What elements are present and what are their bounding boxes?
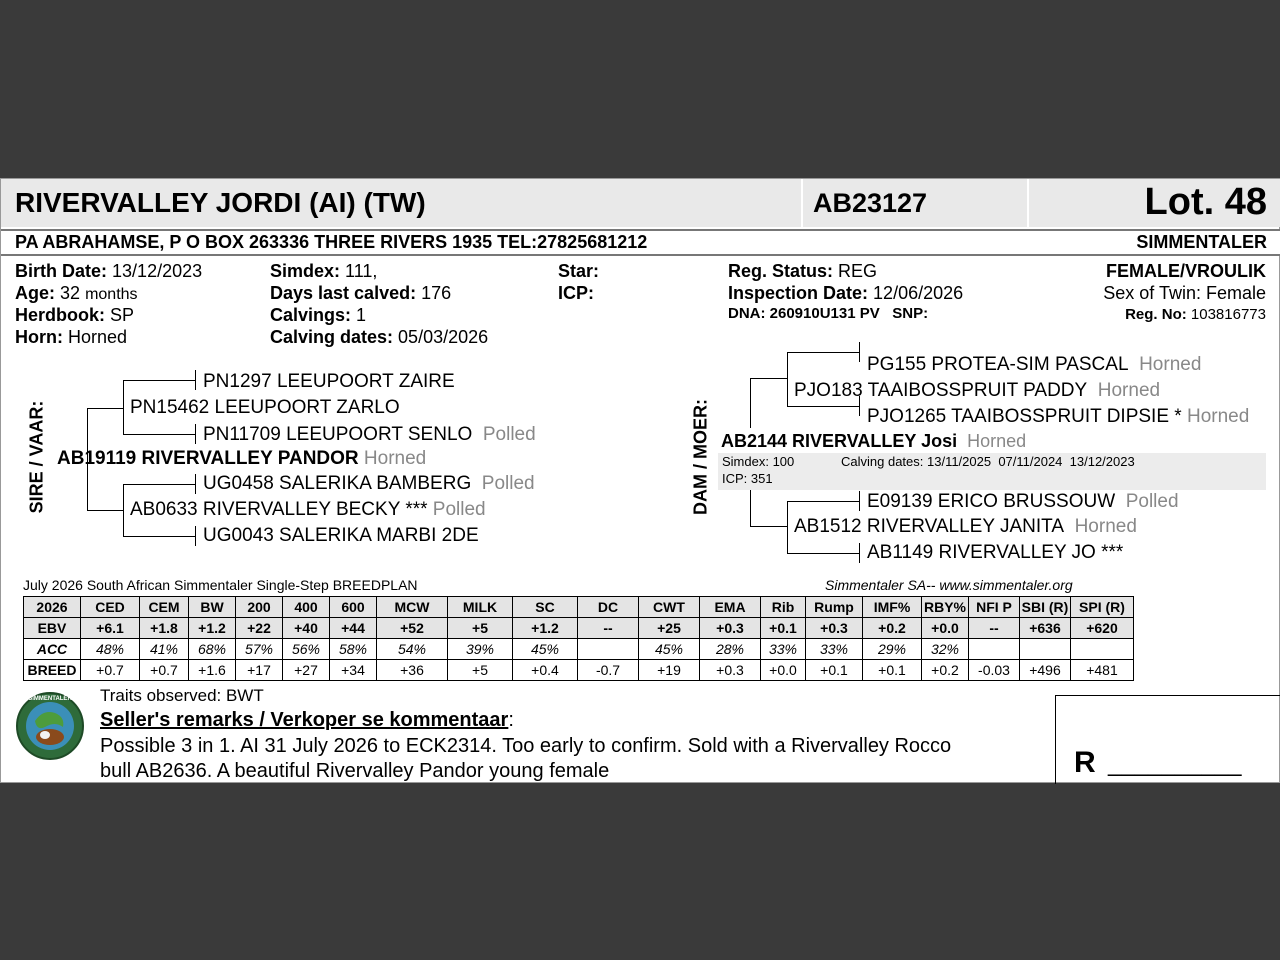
breedplan-cell: Rib [761, 597, 806, 618]
breedplan-acc-row [24, 639, 1134, 660]
breedplan-cell: -- [969, 618, 1020, 639]
horn-status: Horn: Horned [15, 327, 128, 347]
dam-sire-sire: PG155 PROTEA-SIM PASCAL Horned [867, 354, 1202, 375]
breedplan-ebv-row [24, 618, 1134, 639]
breedplan-table [23, 596, 1134, 681]
breedplan-cell: MILK [448, 597, 513, 618]
breedplan-cell [1020, 639, 1071, 660]
breedplan-cell: +5 [448, 618, 513, 639]
breedplan-cell: +620 [1071, 618, 1134, 639]
breedplan-cell: +0.1 [806, 660, 863, 681]
breedplan-cell: SBI (R) [1020, 597, 1071, 618]
breedplan-cell [969, 639, 1020, 660]
breedplan-cell: SPI (R) [1071, 597, 1134, 618]
breedplan-cell: CWT [639, 597, 700, 618]
breedplan-cell: 57% [236, 639, 283, 660]
dam-side-label: DAM / MOER: [690, 399, 711, 515]
breedplan-cell [1071, 639, 1134, 660]
breedplan-cell: -0.03 [969, 660, 1020, 681]
breedplan-cell: +0.4 [513, 660, 578, 681]
breedplan-cell: 48% [81, 639, 140, 660]
breedplan-cell [578, 639, 639, 660]
breedplan-cell: +0.3 [700, 618, 761, 639]
sire-dam-sire: UG0458 SALERIKA BAMBERG Polled [203, 473, 535, 494]
breedplan-cell: +1.2 [189, 618, 236, 639]
breedplan-cell: +1.6 [189, 660, 236, 681]
sex: FEMALE/VROULIK [1106, 261, 1266, 281]
remarks-heading: Seller's remarks / Verkoper se kommentaar: [100, 709, 514, 731]
breedplan-cell: +1.8 [140, 618, 189, 639]
breedplan-cell: -0.7 [578, 660, 639, 681]
breedplan-cell: Rump [806, 597, 863, 618]
birth-date: Birth Date: 13/12/2023 [15, 261, 203, 281]
breedplan-cell: +0.7 [81, 660, 140, 681]
dam-icp: ICP: 351 [722, 471, 773, 486]
title-bar [1, 179, 1280, 227]
dam-name: AB2144 RIVERVALLEY Josi Horned [721, 431, 1027, 451]
signature-label: R [1074, 746, 1096, 779]
breedplan-cell: +496 [1020, 660, 1071, 681]
breedplan-cell: +19 [639, 660, 700, 681]
reg-status: Reg. Status: REG [728, 261, 878, 281]
sire-sire-dam: PN11709 LEEUPOORT SENLO Polled [203, 424, 536, 445]
breedplan-cell: MCW [377, 597, 448, 618]
breedplan-cell: +481 [1071, 660, 1134, 681]
breedplan-cell: NFI P [969, 597, 1020, 618]
dna: DNA: 260910U131 PV SNP: [728, 305, 929, 322]
breedplan-cell: +22 [236, 618, 283, 639]
breedplan-cell: +6.1 [81, 618, 140, 639]
sire-sire-sire: PN1297 LEEUPOORT ZAIRE [203, 371, 455, 392]
remarks-line-1: Possible 3 in 1. AI 31 July 2026 to ECK2314. Too early to confirm. Sold with a Rivervalley Rocco [100, 735, 952, 757]
breedplan-cell: 200 [236, 597, 283, 618]
breedplan-cell: +0.1 [761, 618, 806, 639]
breedplan-cell: +0.2 [863, 618, 922, 639]
breedplan-cell: DC [578, 597, 639, 618]
breedplan-cell: 56% [283, 639, 330, 660]
breedplan-cell: +25 [639, 618, 700, 639]
breedplan-cell: 400 [283, 597, 330, 618]
svg-text:SIMMENTALER: SIMMENTALER [28, 696, 72, 702]
breedplan-cell: 29% [863, 639, 922, 660]
breedplan-cell: +40 [283, 618, 330, 639]
breedplan-cell: +17 [236, 660, 283, 681]
breedplan-cell: +0.3 [806, 618, 863, 639]
breedplan-cell: 2026 [24, 597, 81, 618]
dam-dam: AB1512 RIVERVALLEY JANITA Horned [794, 516, 1137, 537]
signature-box[interactable] [1055, 695, 1280, 784]
breedplan-cell: +52 [377, 618, 448, 639]
breedplan-cell: CED [81, 597, 140, 618]
dam-sire: PJO183 TAAIBOSSPRUIT PADDY Horned [794, 380, 1161, 401]
sire-side-label: SIRE / VAAR: [26, 400, 47, 514]
breedplan-cell: EBV [24, 618, 81, 639]
sex-of-twin: Sex of Twin: Female [1103, 283, 1266, 303]
breedplan-cell: RBY% [922, 597, 969, 618]
owner-bar [1, 229, 1280, 256]
breedplan-cell: +36 [377, 660, 448, 681]
breedplan-cell: 68% [189, 639, 236, 660]
breedplan-cell: EMA [700, 597, 761, 618]
calvings: Calvings: 1 [270, 305, 367, 325]
dam-dam-dam: AB1149 RIVERVALLEY JO *** [867, 542, 1124, 563]
breedplan-cell: 45% [513, 639, 578, 660]
breedplan-caption: July 2026 South African Simmentaler Single-Step BREEDPLAN [23, 577, 418, 593]
breedplan-cell: 41% [140, 639, 189, 660]
breedplan-cell: +44 [330, 618, 377, 639]
lot-number: Lot. 48 [1144, 181, 1267, 223]
reg-number: Reg. No: 103816773 [1125, 306, 1266, 323]
breedplan-cell: +0.1 [863, 660, 922, 681]
breedplan-cell: 32% [922, 639, 969, 660]
signature-line: __________ [1108, 750, 1242, 777]
breedplan-cell: SC [513, 597, 578, 618]
herdbook: Herdbook: SP [15, 305, 135, 325]
star: Star: [558, 261, 600, 281]
breedplan-cell: BW [189, 597, 236, 618]
sire-sire: PN15462 LEEUPOORT ZARLO [130, 397, 400, 418]
breedplan-cell: 33% [761, 639, 806, 660]
owner-address: PA ABRAHAMSE, P O BOX 263336 THREE RIVERS 1935 TEL:27825681212 [15, 232, 648, 252]
inspection-date: Inspection Date: 12/06/2026 [728, 283, 964, 303]
breedplan-header-row [24, 597, 1134, 618]
breedplan-cell: +5 [448, 660, 513, 681]
sire-name: AB19119 RIVERVALLEY PANDOR Horned [57, 448, 427, 469]
breedplan-cell: BREED [24, 660, 81, 681]
breedplan-cell: +636 [1020, 618, 1071, 639]
breedplan-cell: IMF% [863, 597, 922, 618]
breedplan-cell: +27 [283, 660, 330, 681]
breedplan-breed-row [24, 660, 1134, 681]
breedplan-cell: 600 [330, 597, 377, 618]
lot-card [0, 178, 1280, 783]
breedplan-cell: +0.2 [922, 660, 969, 681]
breedplan-cell: 54% [377, 639, 448, 660]
breedplan-website: Simmentaler SA-- www.simmentaler.org [825, 577, 1073, 593]
traits-observed: Traits observed: BWT [100, 686, 264, 705]
breedplan-cell: +0.0 [922, 618, 969, 639]
simdex: Simdex: 111, [270, 261, 378, 281]
simmentaler-logo [15, 691, 85, 761]
dam-dam-sire: E09139 ERICO BRUSSOUW Polled [867, 491, 1179, 512]
breedplan-cell: +0.0 [761, 660, 806, 681]
breedplan-cell: 45% [639, 639, 700, 660]
sire-dam-dam: UG0043 SALERIKA MARBI 2DE [203, 525, 479, 546]
age: Age: 32 months [15, 283, 138, 303]
dam-calving-dates: Calving dates: 13/11/2025 07/11/2024 13/12/2023 [841, 454, 1135, 469]
breedplan-cell: +0.3 [700, 660, 761, 681]
breedplan-cell: 39% [448, 639, 513, 660]
breed-name: SIMMENTALER [1136, 232, 1267, 252]
sire-dam: AB0633 RIVERVALLEY BECKY *** Polled [130, 499, 486, 520]
icp: ICP: [558, 283, 594, 303]
breedplan-cell: 28% [700, 639, 761, 660]
dam-sire-dam: PJO1265 TAAIBOSSPRUIT DIPSIE * Horned [867, 406, 1250, 427]
dam-info-panel [718, 453, 1266, 490]
animal-name: RIVERVALLEY JORDI (AI) (TW) [15, 187, 426, 218]
breedplan-cell: 33% [806, 639, 863, 660]
breedplan-cell: +0.7 [140, 660, 189, 681]
breedplan-cell: CEM [140, 597, 189, 618]
breedplan-cell: +1.2 [513, 618, 578, 639]
remarks-line-2: bull AB2636. A beautiful Rivervalley Pandor young female [100, 760, 610, 782]
days-last-calved: Days last calved: 176 [270, 283, 452, 303]
breedplan-cell: -- [578, 618, 639, 639]
breedplan-cell: ACC [24, 639, 81, 660]
dam-simdex: Simdex: 100 [722, 454, 795, 469]
calving-dates: Calving dates: 05/03/2026 [270, 327, 489, 347]
animal-id: AB23127 [813, 188, 928, 218]
breedplan-cell: +34 [330, 660, 377, 681]
breedplan-cell: 58% [330, 639, 377, 660]
